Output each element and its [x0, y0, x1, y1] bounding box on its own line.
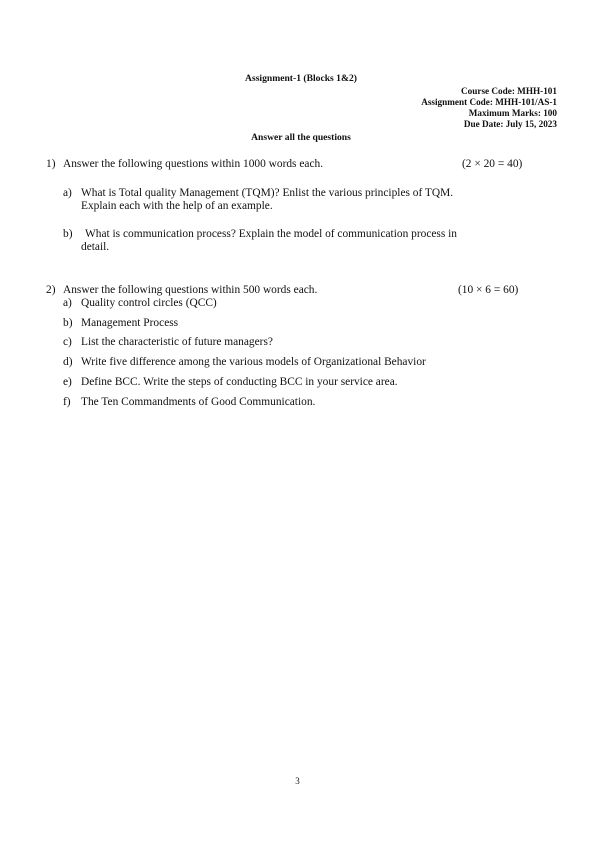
- question-1a-label: a): [63, 187, 72, 199]
- question-1a-line1: What is Total quality Management (TQM)? Enlist the various principles of TQM.: [81, 187, 454, 199]
- question-2e-label: e): [63, 376, 72, 388]
- question-2-marks: (10 × 6 = 60): [458, 284, 519, 296]
- instruction: Answer all the questions: [251, 132, 351, 143]
- question-1b-line2: detail.: [81, 241, 110, 253]
- question-2f-text: The Ten Commandments of Good Communication.: [81, 396, 316, 408]
- question-2c-label: c): [63, 336, 72, 348]
- course-code: Course Code: MHH-101: [461, 86, 557, 96]
- page-number: 3: [295, 776, 300, 786]
- assignment-title: Assignment-1 (Blocks 1&2): [245, 73, 357, 84]
- question-1-marks: (2 × 20 = 40): [462, 158, 523, 170]
- question-2b-text: Management Process: [81, 317, 179, 329]
- question-2b-label: b): [63, 317, 73, 329]
- question-1b-line1: What is communication process? Explain the model of communication process in: [85, 228, 457, 240]
- question-2-text: Answer the following questions within 500 words each.: [63, 284, 318, 296]
- question-1-number: 1): [46, 158, 56, 170]
- question-2d-label: d): [63, 356, 73, 368]
- question-2f-label: f): [63, 396, 71, 408]
- question-2-number: 2): [46, 284, 56, 296]
- question-1b-label: b): [63, 228, 73, 240]
- maximum-marks: Maximum Marks: 100: [468, 108, 557, 118]
- assignment-code: Assignment Code: MHH-101/AS-1: [421, 97, 557, 107]
- question-1-text: Answer the following questions within 1000 words each.: [63, 158, 324, 170]
- question-2d-text: Write five difference among the various models of Organizational Behavior: [81, 356, 426, 368]
- due-date: Due Date: July 15, 2023: [463, 119, 557, 129]
- question-2a-label: a): [63, 297, 72, 309]
- question-2a-text: Quality control circles (QCC): [81, 297, 217, 309]
- question-2e-text: Define BCC. Write the steps of conducting BCC in your service area.: [81, 376, 398, 388]
- question-2c-text: List the characteristic of future managers?: [81, 336, 273, 348]
- question-1a-line2: Explain each with the help of an example.: [81, 200, 273, 212]
